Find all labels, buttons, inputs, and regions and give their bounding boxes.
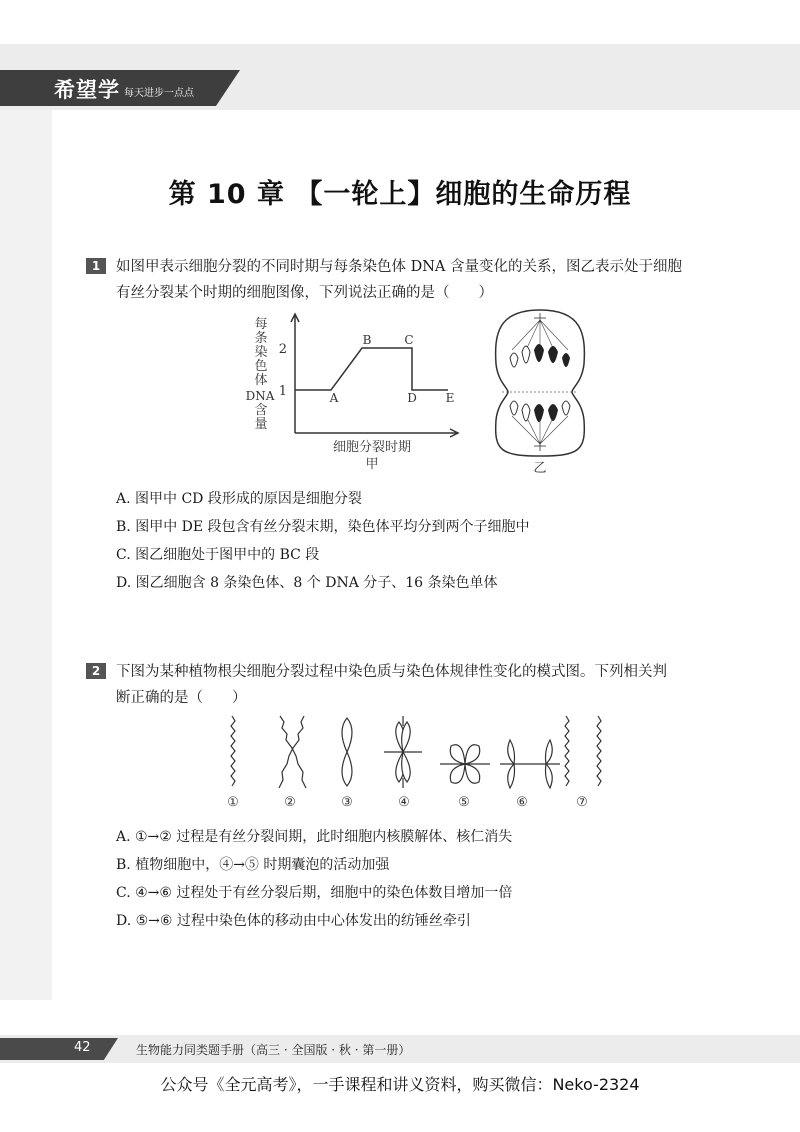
figure-chromosome-stages bbox=[214, 712, 614, 812]
option-d: D. ⑤→⑥ 过程中染色体的移动由中心体发出的纺锤丝牵引 bbox=[116, 913, 471, 929]
y-axis-label-char: 条 bbox=[254, 331, 268, 346]
y-axis-label-char: 量 bbox=[254, 417, 268, 432]
page-edge-shadow bbox=[0, 110, 52, 1000]
stage-label-7: ⑦ bbox=[576, 795, 588, 810]
stage-label-3: ③ bbox=[341, 795, 353, 810]
point-label-e: E bbox=[445, 391, 455, 405]
promo-line: 公众号《全元高考》，一手课程和讲义资料，购买微信：Neko-2324 bbox=[160, 1075, 640, 1094]
question-stem-line: 如图甲表示细胞分裂的不同时期与每条染色体 DNA 含量变化的关系，图乙表示处于细胞 bbox=[116, 259, 682, 275]
question-number-badge: 1 bbox=[86, 258, 106, 274]
option-b: B. 图甲中 DE 段包含有丝分裂末期，染色体平均分到两个子细胞中 bbox=[116, 519, 530, 535]
figure-caption: 甲 bbox=[365, 457, 379, 472]
stage-label-1: ① bbox=[227, 795, 239, 810]
option-c: C. ④→⑥ 过程处于有丝分裂后期，细胞中的染色体数目增加一倍 bbox=[116, 885, 513, 901]
x-axis-label: 细胞分裂时期 bbox=[332, 440, 412, 455]
point-label-d: D bbox=[407, 391, 417, 405]
option-d: D. 图乙细胞含 8 条染色体、8 个 DNA 分子、16 条染色单体 bbox=[116, 575, 498, 591]
page-number: 42 bbox=[74, 1040, 91, 1055]
stage-label-6: ⑥ bbox=[516, 795, 528, 810]
y-tick-label: 1 bbox=[278, 384, 287, 399]
brand-logo-text: 希望学 bbox=[54, 78, 120, 102]
point-label-b: B bbox=[362, 333, 372, 347]
point-label-c: C bbox=[404, 333, 414, 347]
y-axis-label-char: 含 bbox=[254, 403, 268, 418]
y-axis-label-char: 每 bbox=[254, 317, 268, 332]
stage-label-5: ⑤ bbox=[458, 795, 470, 810]
option-b: B. 植物细胞中，④→⑤ 时期囊泡的活动加强 bbox=[116, 857, 390, 873]
point-label-a: A bbox=[329, 391, 339, 405]
chapter-title: 第 10 章 【一轮上】细胞的生命历程 bbox=[168, 179, 632, 210]
question-stem-line: 有丝分裂某个时期的细胞图像，下列说法正确的是（ ） bbox=[116, 285, 493, 301]
y-axis-label-char: 体 bbox=[254, 373, 268, 388]
brand-band bbox=[0, 70, 240, 106]
question-stem-line: 断正确的是（ ） bbox=[116, 690, 247, 706]
stage-label-2: ② bbox=[284, 795, 296, 810]
brand-slogan: 每天进步一点点 bbox=[124, 88, 194, 99]
footer-page-tab bbox=[0, 1038, 118, 1060]
option-a: A. 图甲中 CD 段形成的原因是细胞分裂 bbox=[116, 491, 362, 507]
option-c: C. 图乙细胞处于图甲中的 BC 段 bbox=[116, 547, 320, 563]
y-axis-label-char: 色 bbox=[254, 359, 268, 374]
option-a: A. ①→② 过程是有丝分裂间期，此时细胞内核膜解体、核仁消失 bbox=[116, 829, 513, 845]
question-stem-line: 下图为某种植物根尖细胞分裂过程中染色质与染色体规律性变化的模式图。下列相关判 bbox=[116, 664, 667, 680]
question-number-badge: 2 bbox=[86, 663, 106, 679]
y-axis-label-char: 染 bbox=[254, 345, 268, 360]
figure-caption: 乙 bbox=[533, 461, 547, 476]
y-tick-label: 2 bbox=[278, 342, 287, 357]
book-title: 生物能力同类题手册（高三 · 全国版 · 秋 · 第一册） bbox=[136, 1043, 411, 1057]
figure-a-dna-graph bbox=[240, 308, 470, 480]
stage-label-4: ④ bbox=[398, 795, 410, 810]
y-axis-label-char: DNA bbox=[245, 389, 275, 403]
figure-b-cell-diagram bbox=[492, 306, 588, 476]
